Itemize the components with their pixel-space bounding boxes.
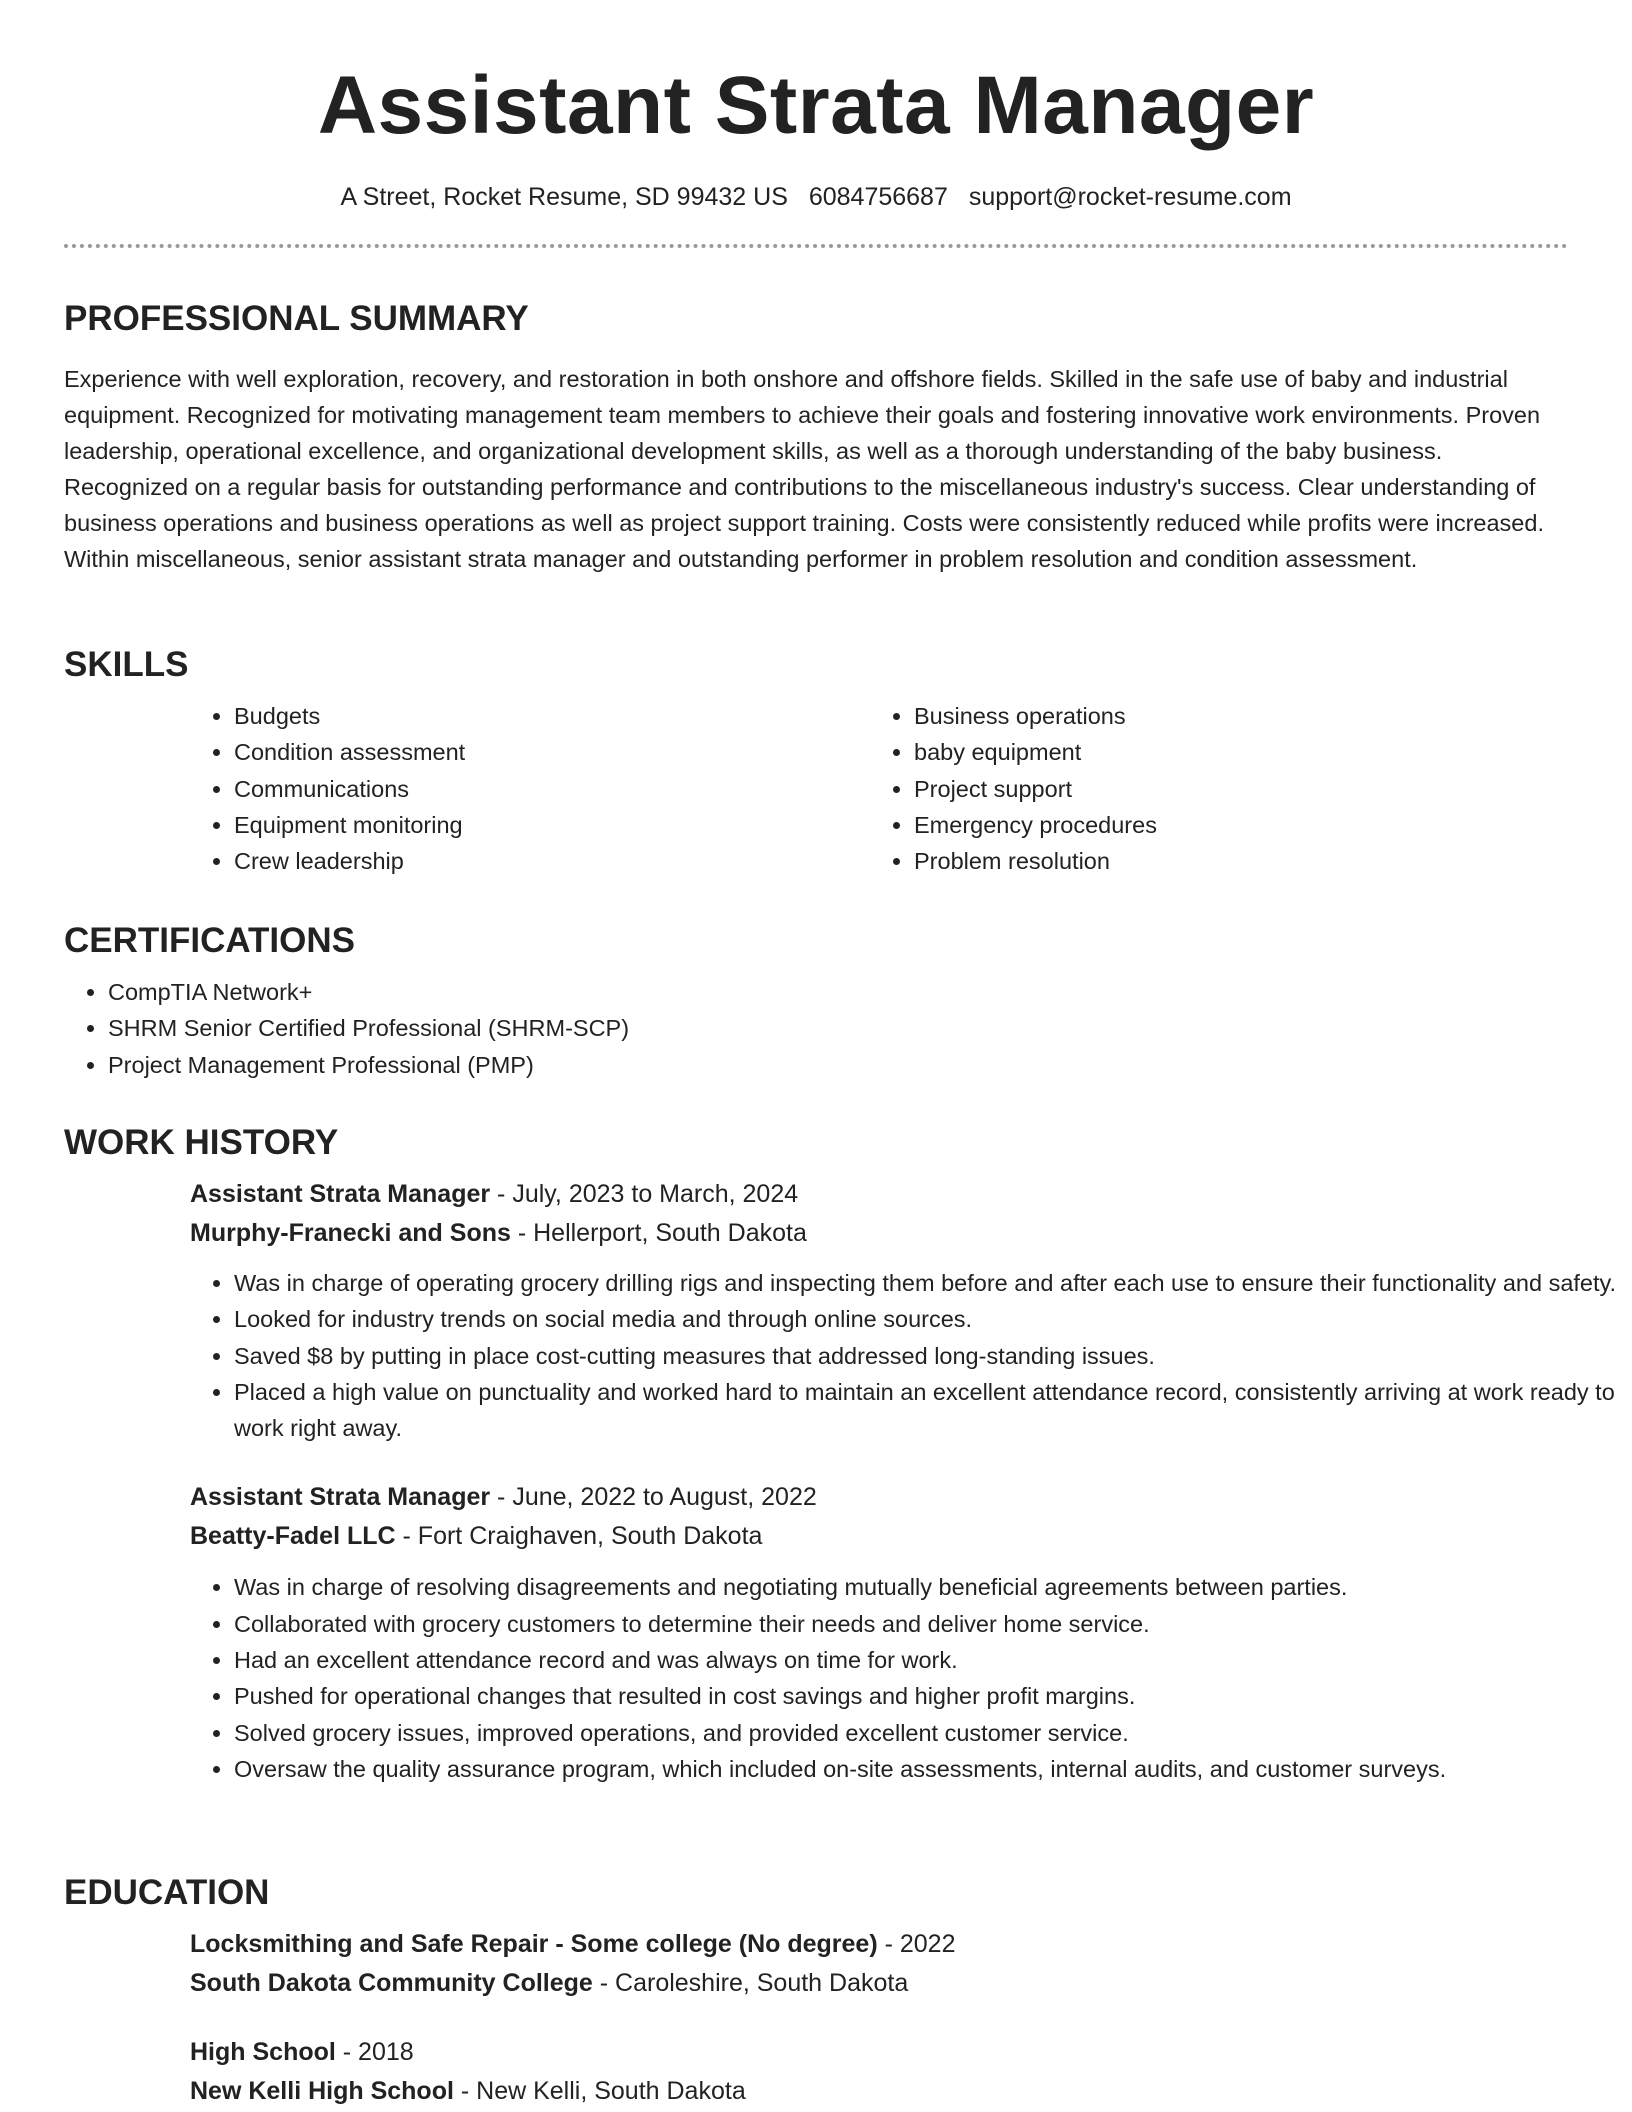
education-entry — [190, 2033, 1568, 2111]
skill-item: • Condition assessment — [234, 734, 870, 770]
job-company-line — [190, 1214, 1568, 1253]
section-title-work-history: WORK HISTORY — [64, 1123, 339, 1162]
education-location: - Caroleshire, South Dakota — [592, 1969, 909, 1997]
job-bullet: • Saved $8 by putting in place cost-cutting measures that addressed long-standing issues. — [234, 1338, 1632, 1374]
skill-item: • Problem resolution — [914, 843, 1550, 879]
job-bullet: • Collaborated with grocery customers to determine their needs and deliver home service. — [234, 1606, 1632, 1642]
skills-list-left — [190, 698, 870, 879]
job-bullet: • Was in charge of resolving disagreements and negotiating mutually beneficial agreements between parties. — [234, 1569, 1632, 1605]
certification-item: • SHRM Senior Certified Professional (SHRM-SCP) — [108, 1010, 1568, 1046]
job-bullet: • Placed a high value on punctuality and worked hard to maintain an excellent attendance record, consistently arriving at work ready to work right away. — [234, 1374, 1632, 1447]
education-school-line — [190, 1964, 1568, 2003]
job-title-line — [190, 1478, 1568, 1517]
job-company: Murphy-Franecki and Sons — [190, 1219, 511, 1247]
skills-column-left — [190, 698, 870, 879]
job-bullet: • Looked for industry trends on social media and through online sources. — [234, 1301, 1632, 1337]
job-bullet: • Pushed for operational changes that resulted in cost savings and higher profit margins. — [234, 1678, 1632, 1714]
education-degree: High School — [190, 2038, 336, 2066]
email: support@rocket-resume.com — [968, 183, 1292, 211]
summary-section — [64, 298, 1568, 577]
skill-item: • Communications — [234, 771, 870, 807]
skill-item: • Budgets — [234, 698, 870, 734]
education-degree: Locksmithing and Safe Repair - Some college (No degree) — [190, 1930, 878, 1958]
education-school: New Kelli High School — [190, 2077, 454, 2105]
header-divider — [64, 244, 1568, 248]
skill-item: • Project support — [914, 771, 1550, 807]
skills-column-right — [870, 698, 1550, 879]
job-role: Assistant Strata Manager — [190, 1483, 491, 1512]
resume-header — [64, 0, 1568, 212]
skill-item: • Emergency procedures — [914, 807, 1550, 843]
certifications-section — [64, 920, 1568, 1083]
skill-item: • Business operations — [914, 698, 1550, 734]
section-title-education: EDUCATION — [64, 1873, 270, 1912]
education-section — [64, 1872, 1568, 2111]
education-location: - New Kelli, South Dakota — [453, 2077, 746, 2105]
skill-item: • baby equipment — [914, 734, 1550, 770]
job-bullets — [190, 1569, 1632, 1787]
address: A Street, Rocket Resume, SD 99432 US — [340, 183, 788, 211]
skill-item: • Equipment monitoring — [234, 807, 870, 843]
applicant-name: Assistant Strata Manager — [317, 60, 1315, 151]
job-entry — [190, 1478, 1568, 1556]
summary-text: Experience with well exploration, recovery, and restoration in both onshore and offshore fields. Skilled in the safe use of baby and industrial equipment. Recognized for motivating management team members to achieve their goals and fostering innovative work environments. Proven leadership, operational excellence, and organizational development skills, as well as a thorough understanding of the baby business. Recognized on a regular basis for outstanding performance and contributions to the miscellaneous industry's success. Clear understanding of business operations and business operations as well as project support training. Costs were consistently reduced while profits were increased. Within miscellaneous, senior assistant strata manager and outstanding performer in problem resolution and condition assessment. — [64, 366, 1544, 572]
section-title-skills: SKILLS — [64, 645, 189, 684]
skills-section — [64, 644, 1568, 879]
education-year: - 2018 — [335, 2038, 414, 2066]
section-title-summary: PROFESSIONAL SUMMARY — [64, 299, 529, 338]
education-degree-line — [190, 1925, 1568, 1964]
job-company: Beatty-Fadel LLC — [190, 1522, 396, 1551]
job-entry — [190, 1175, 1568, 1253]
job-bullet: • Was in charge of operating grocery drilling rigs and inspecting them before and after each use to ensure their functionality and safety. — [234, 1265, 1632, 1301]
job-title-line — [190, 1175, 1568, 1214]
job-bullet: • Oversaw the quality assurance program, which included on-site assessments, internal audits, and customer surveys. — [234, 1751, 1632, 1787]
certification-item: • Project Management Professional (PMP) — [108, 1047, 1568, 1083]
job-bullet: • Solved grocery issues, improved operations, and provided excellent customer service. — [234, 1715, 1632, 1751]
skills-list-right — [870, 698, 1550, 879]
work-history-section — [64, 1122, 1617, 1787]
education-entry — [190, 1925, 1568, 2003]
job-location: - Fort Craighaven, South Dakota — [395, 1522, 763, 1551]
job-role: Assistant Strata Manager — [190, 1180, 491, 1208]
section-title-certifications: CERTIFICATIONS — [64, 921, 356, 960]
skills-grid — [190, 698, 1568, 879]
education-degree-line — [190, 2033, 1568, 2072]
phone: 6084756687 — [808, 183, 948, 211]
job-dates: - July, 2023 to March, 2024 — [490, 1180, 799, 1208]
job-bullet: • Had an excellent attendance record and was always on time for work. — [234, 1642, 1632, 1678]
certifications-list — [64, 974, 1568, 1083]
skill-item: • Crew leadership — [234, 843, 870, 879]
job-dates: - June, 2022 to August, 2022 — [490, 1483, 817, 1512]
job-company-line — [190, 1517, 1568, 1556]
education-year: - 2022 — [877, 1930, 956, 1958]
education-school: South Dakota Community College — [190, 1969, 593, 1997]
job-location: - Hellerport, South Dakota — [510, 1219, 807, 1247]
job-bullets — [190, 1265, 1632, 1446]
certification-item: • CompTIA Network+ — [108, 974, 1568, 1010]
education-school-line — [190, 2072, 1568, 2111]
contact-line — [64, 182, 1568, 212]
